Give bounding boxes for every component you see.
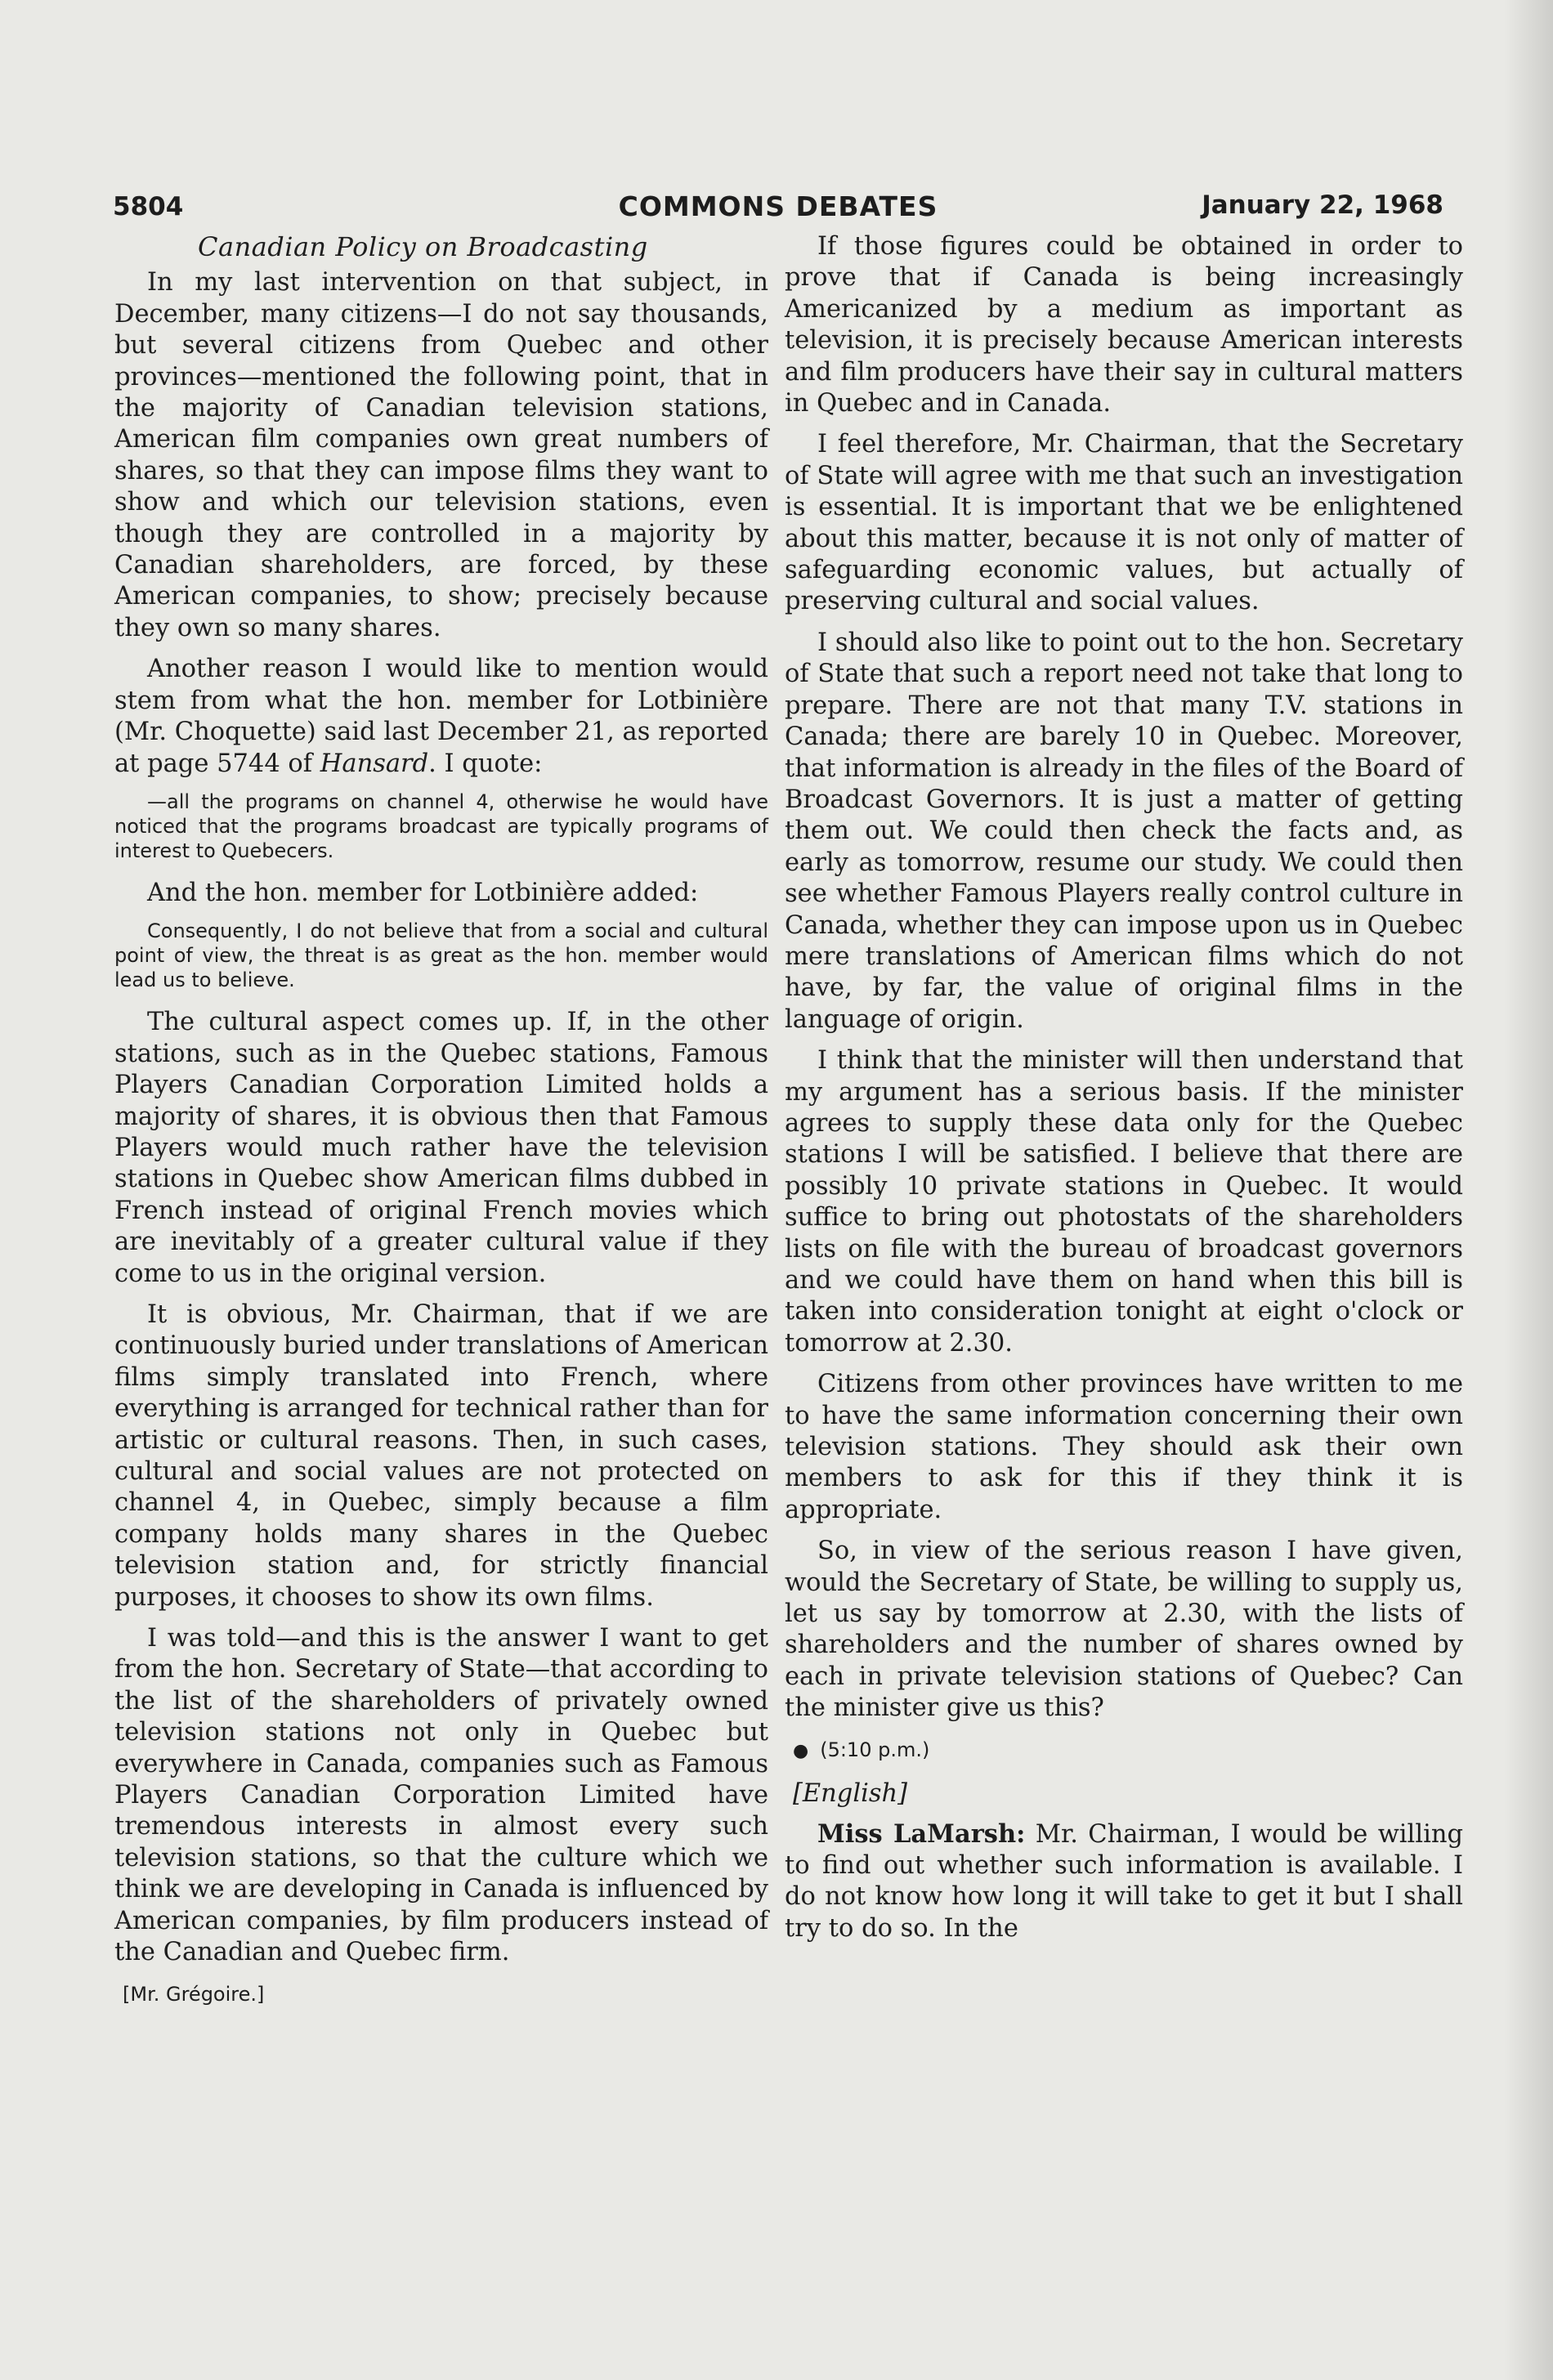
paragraph: The cultural aspect comes up. If, in the other stations, such as in the Quebec stations, Famous Players Canadian Corporation Limited holds a majority of shares, it is obvious then that Famous Players would much rather have the television stations in Quebec show American films dubbed in French instead of original French movies which are inevitably of a greater cultural value if they come to us in the original version.: [114, 1008, 768, 1288]
speaker-attribution: [Mr. Grégoire.]: [123, 1982, 265, 2006]
paragraph: I should also like to point out to the hon. Secretary of State that such a report need not take that long to prepare. There are not that many T.V. stations in Canada; there are barely 10 in Quebec. Moreover, that information is already in the files of the Board of Broadcast Governors. It is just a matter of getting them out. We could then check the facts and, as early as tomorrow, resume our study. We could then see whether Famous Players really control culture in Canada, whether they can impose upon us in Quebec mere translations of American films which do not have, by far, the value of original films in the language of origin.: [785, 628, 1463, 1034]
paragraph-text: Another reason I would like to mention would stem from what the hon. member for Lotbinière (Mr. Choquette) said last December 21, as reported at page 5744 of: [114, 655, 768, 778]
page-edge-shadow: [1504, 0, 1553, 2380]
running-title: COMMONS DEBATES: [618, 190, 938, 222]
time-stamp-text: (5:10 p.m.): [820, 1738, 930, 1761]
paragraph: I feel therefore, Mr. Chairman, that the Secretary of State will agree with me that such an investigation is essential. It is important that we be enlightened about this matter, because it is not only of matter of safeguarding economic values, but actually of preserving cultural and social values.: [785, 430, 1463, 616]
speech-text: Mr. Chairman, I would be willing to find out whether such information is available. I do not know how long it will take to get it but I shall try to do so. In the: [785, 1819, 1463, 1943]
header-date: January 22, 1968: [1202, 190, 1443, 220]
block-quote: Consequently, I do not believe that from a social and cultural point of view, the threat is as great as the hon. member would lead us to believe.: [114, 919, 768, 992]
language-tag: [English]: [793, 1779, 908, 1809]
paragraph: If those figures could be obtained in order to prove that if Canada is being increasingly Americanized by a medium as important as television, it is precisely because American interests and film producers have their say in cultural matters in Quebec and in Canada.: [785, 232, 1463, 418]
paragraph: Citizens from other provinces have written to me to have the same information concerning their own television stations. They should ask their own members to ask for this if they think it is appropriate.: [785, 1370, 1463, 1524]
paragraph: [114, 654, 768, 780]
left-column: [114, 231, 768, 2010]
paragraph-text: . I quote:: [428, 749, 543, 778]
paragraph: It is obvious, Mr. Chairman, that if we are continuously buried under translations of American films simply translated into French, where everything is arranged for technical rather than for artistic or cultural reasons. Then, in such cases, cultural and social values are not protected on channel 4, in Quebec, simply because a film company holds many shares in the Quebec television station and, for strictly financial purposes, it chooses to show its own films.: [114, 1300, 768, 1612]
paragraph: I was told—and this is the answer I want to get from the hon. Secretary of State—that according to the list of the shareholders of privately owned television stations not only in Quebec but everywhere in Canada, companies such as Famous Players Canadian Corporation Limited have tremendous interests in almost every such television stations, so that the culture which we think we are developing in Canada is influenced by American companies, by film producers instead of the Canadian and Quebec firm.: [114, 1624, 768, 1967]
block-quote: —all the programs on channel 4, otherwise he would have noticed that the programs broadcast are typically programs of interest to Quebecers.: [114, 790, 768, 862]
speaker-name: Miss LaMarsh:: [817, 1819, 1026, 1849]
time-stamp: [785, 1734, 1463, 1767]
publication-name: Hansard: [320, 749, 429, 778]
paragraph: [785, 1819, 1463, 1945]
paragraph: In my last intervention on that subject, in December, many citizens—I do not say thousands, but several citizens from Quebec and other provinces—mentioned the following point, that in the majority of Canadian television stations, American film companies own great numbers of shares, so that they can impose films they want to show and which our television stations, even though they are controlled in a majority by Canadian shareholders, are forced, by these American companies, to show; precisely because they own so many shares.: [114, 268, 768, 642]
paragraph: I think that the minister will then understand that my argument has a serious basis. If the minister agrees to supply these data only for the Quebec stations I will be satisfied. I believe that there are possibly 10 private stations in Quebec. It would suffice to bring out photostats of the shareholders lists on file with the bureau of broadcast governors and we could have them on hand when this bill is taken into consideration tonight at eight o'clock or tomorrow at 2.30.: [785, 1046, 1463, 1358]
paragraph: And the hon. member for Lotbinière added:: [147, 878, 699, 907]
page-number: 5804: [113, 192, 184, 221]
bullet-icon: ●: [793, 1740, 809, 1761]
right-column: [785, 231, 1463, 1954]
paragraph: So, in view of the serious reason I have given, would the Secretary of State, be willing to supply us, let us say by tomorrow at 2.30, with the lists of shareholders and the number of shares owned by each in private television stations of Quebec? Can the minister give us this?: [785, 1537, 1463, 1723]
section-heading: Canadian Policy on Broadcasting: [198, 231, 648, 262]
page-header: [113, 190, 1443, 223]
